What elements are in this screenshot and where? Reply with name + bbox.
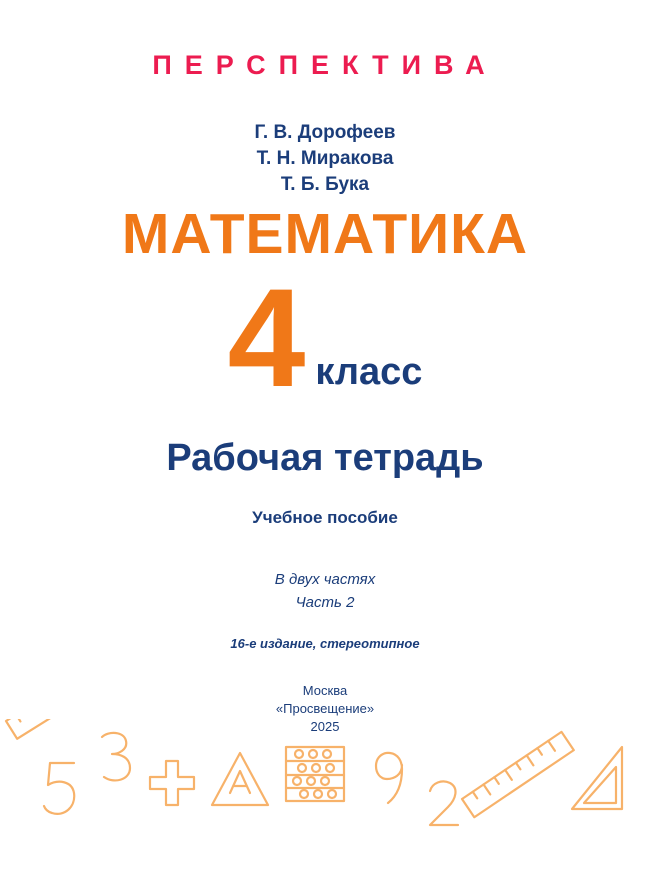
digit-5-icon	[44, 763, 74, 814]
grade-number: 4	[227, 259, 306, 416]
grade-block	[0, 259, 650, 416]
ruler-icon	[6, 719, 109, 739]
edition-info: 16-е издание, стереотипное	[230, 636, 420, 651]
author-name: Т. Б. Бука	[280, 174, 370, 195]
parts-total: В двух частях	[274, 571, 376, 588]
grade-label: класс	[315, 351, 423, 393]
decorative-math-band	[0, 719, 650, 869]
digit-3-icon	[102, 733, 130, 781]
set-square-icon	[572, 747, 622, 809]
imprint-publisher: «Просвещение»	[275, 701, 375, 716]
ruler-icon	[462, 732, 574, 817]
publication-kind: Учебное пособие	[252, 508, 398, 527]
parts-info	[0, 568, 650, 614]
plus-sign-icon	[150, 761, 194, 805]
authors-list	[0, 120, 650, 198]
author-name: Г. В. Дорофеев	[254, 122, 396, 143]
imprint-city: Москва	[302, 683, 348, 698]
author-name: Т. Н. Миракова	[256, 148, 394, 169]
digit-2-icon	[430, 781, 458, 825]
series-name: ПЕРСПЕКТИВА	[152, 50, 498, 80]
part-number: Часть 2	[295, 594, 355, 611]
triangle-icon	[212, 753, 268, 805]
book-title: МАТЕМАТИКА	[121, 202, 529, 266]
imprint-year: 2025	[310, 719, 340, 734]
abacus-icon	[286, 747, 344, 801]
digit-9-icon	[376, 753, 402, 803]
book-subtitle: Рабочая тетрадь	[166, 437, 484, 479]
